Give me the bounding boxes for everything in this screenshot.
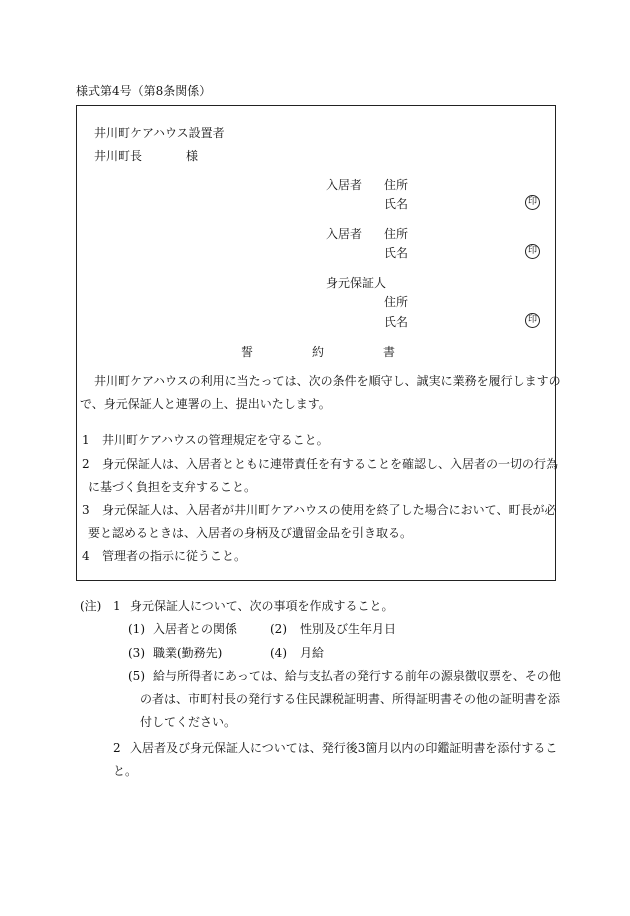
- condition-2-text-cont: に基づく負担を支弁すること。: [88, 480, 257, 494]
- condition-number: 2: [82, 457, 90, 471]
- title-char-2: 約: [312, 345, 325, 359]
- note-number: 1: [113, 599, 121, 613]
- condition-4-text: 管理者の指示に従うこと。: [102, 549, 247, 563]
- guarantor-role: 身元保証人: [326, 276, 387, 290]
- body-paragraph-line1: 井川町ケアハウスの利用に当たっては、次の条件を順守し、誠実に業務を履行しますの: [94, 374, 561, 388]
- title-char-1: 誓: [241, 345, 254, 359]
- condition-3-text: 身元保証人は、入居者が井川町ケアハウスの使用を終了した場合において、町長が必: [102, 503, 557, 517]
- note-item-5-text-cont: の者は、市町村長の発行する住民課税証明書、所得証明書その他の証明書を添: [140, 692, 561, 706]
- guarantor-address-label: 住所: [384, 295, 409, 309]
- applicant2-name-label: 氏名: [384, 246, 409, 260]
- guarantor-name-label: 氏名: [384, 315, 409, 329]
- addressee-line1: 井川町ケアハウス設置者: [94, 126, 225, 140]
- applicant1-address-label: 住所: [384, 178, 409, 192]
- note-2-text-cont: と。: [113, 764, 138, 778]
- condition-1-text: 井川町ケアハウスの管理規定を守ること。: [102, 433, 329, 447]
- note-item-text: 入居者との関係: [153, 622, 238, 636]
- note-number: 2: [113, 741, 121, 755]
- applicant1-name-label: 氏名: [384, 197, 409, 211]
- addressee-mayor: 井川町長: [94, 149, 143, 163]
- condition-number: 4: [82, 549, 90, 563]
- seal-mark: 印: [525, 313, 540, 328]
- note-1-text: 身元保証人について、次の事項を作成すること。: [130, 599, 394, 613]
- note-item-number: (3): [128, 646, 145, 660]
- form-id: 様式第4号（第8条関係）: [76, 84, 212, 98]
- note-item-text: 職業(勤務先): [153, 646, 223, 660]
- note-2-text: 入居者及び身元保証人については、発行後3箇月以内の印鑑証明書を添付するこ: [130, 741, 558, 755]
- condition-number: 3: [82, 503, 90, 517]
- condition-3-text-cont: 要と認めるときは、入居者の身柄及び遺留金品を引き取る。: [88, 526, 413, 540]
- note-item-text: 性別及び生年月日: [300, 622, 397, 636]
- seal-mark: 印: [525, 244, 540, 259]
- title-char-3: 書: [383, 345, 396, 359]
- seal-mark: 印: [525, 195, 540, 210]
- body-paragraph-line2: で、身元保証人と連署の上、提出いたします。: [80, 397, 331, 411]
- note-item-number: (2): [270, 622, 287, 636]
- applicant2-role: 入居者: [326, 227, 363, 241]
- applicant1-role: 入居者: [326, 178, 363, 192]
- applicant2-address-label: 住所: [384, 227, 409, 241]
- addressee-honorific: 様: [186, 149, 199, 163]
- note-item-number: (1): [128, 622, 145, 636]
- notes-label: (注): [80, 599, 102, 613]
- note-item-number: (5): [128, 669, 145, 683]
- condition-2-text: 身元保証人は、入居者とともに連帯責任を有することを確認し、入居者の一切の行為: [102, 457, 559, 471]
- note-item-5-text-end: 付してください。: [140, 715, 237, 729]
- note-item-number: (4): [270, 646, 287, 660]
- condition-number: 1: [82, 433, 90, 447]
- note-item-5-text: 給与所得者にあっては、給与支払者の発行する前年の源泉徴収票を、その他: [153, 669, 561, 683]
- note-item-text: 月給: [300, 646, 325, 660]
